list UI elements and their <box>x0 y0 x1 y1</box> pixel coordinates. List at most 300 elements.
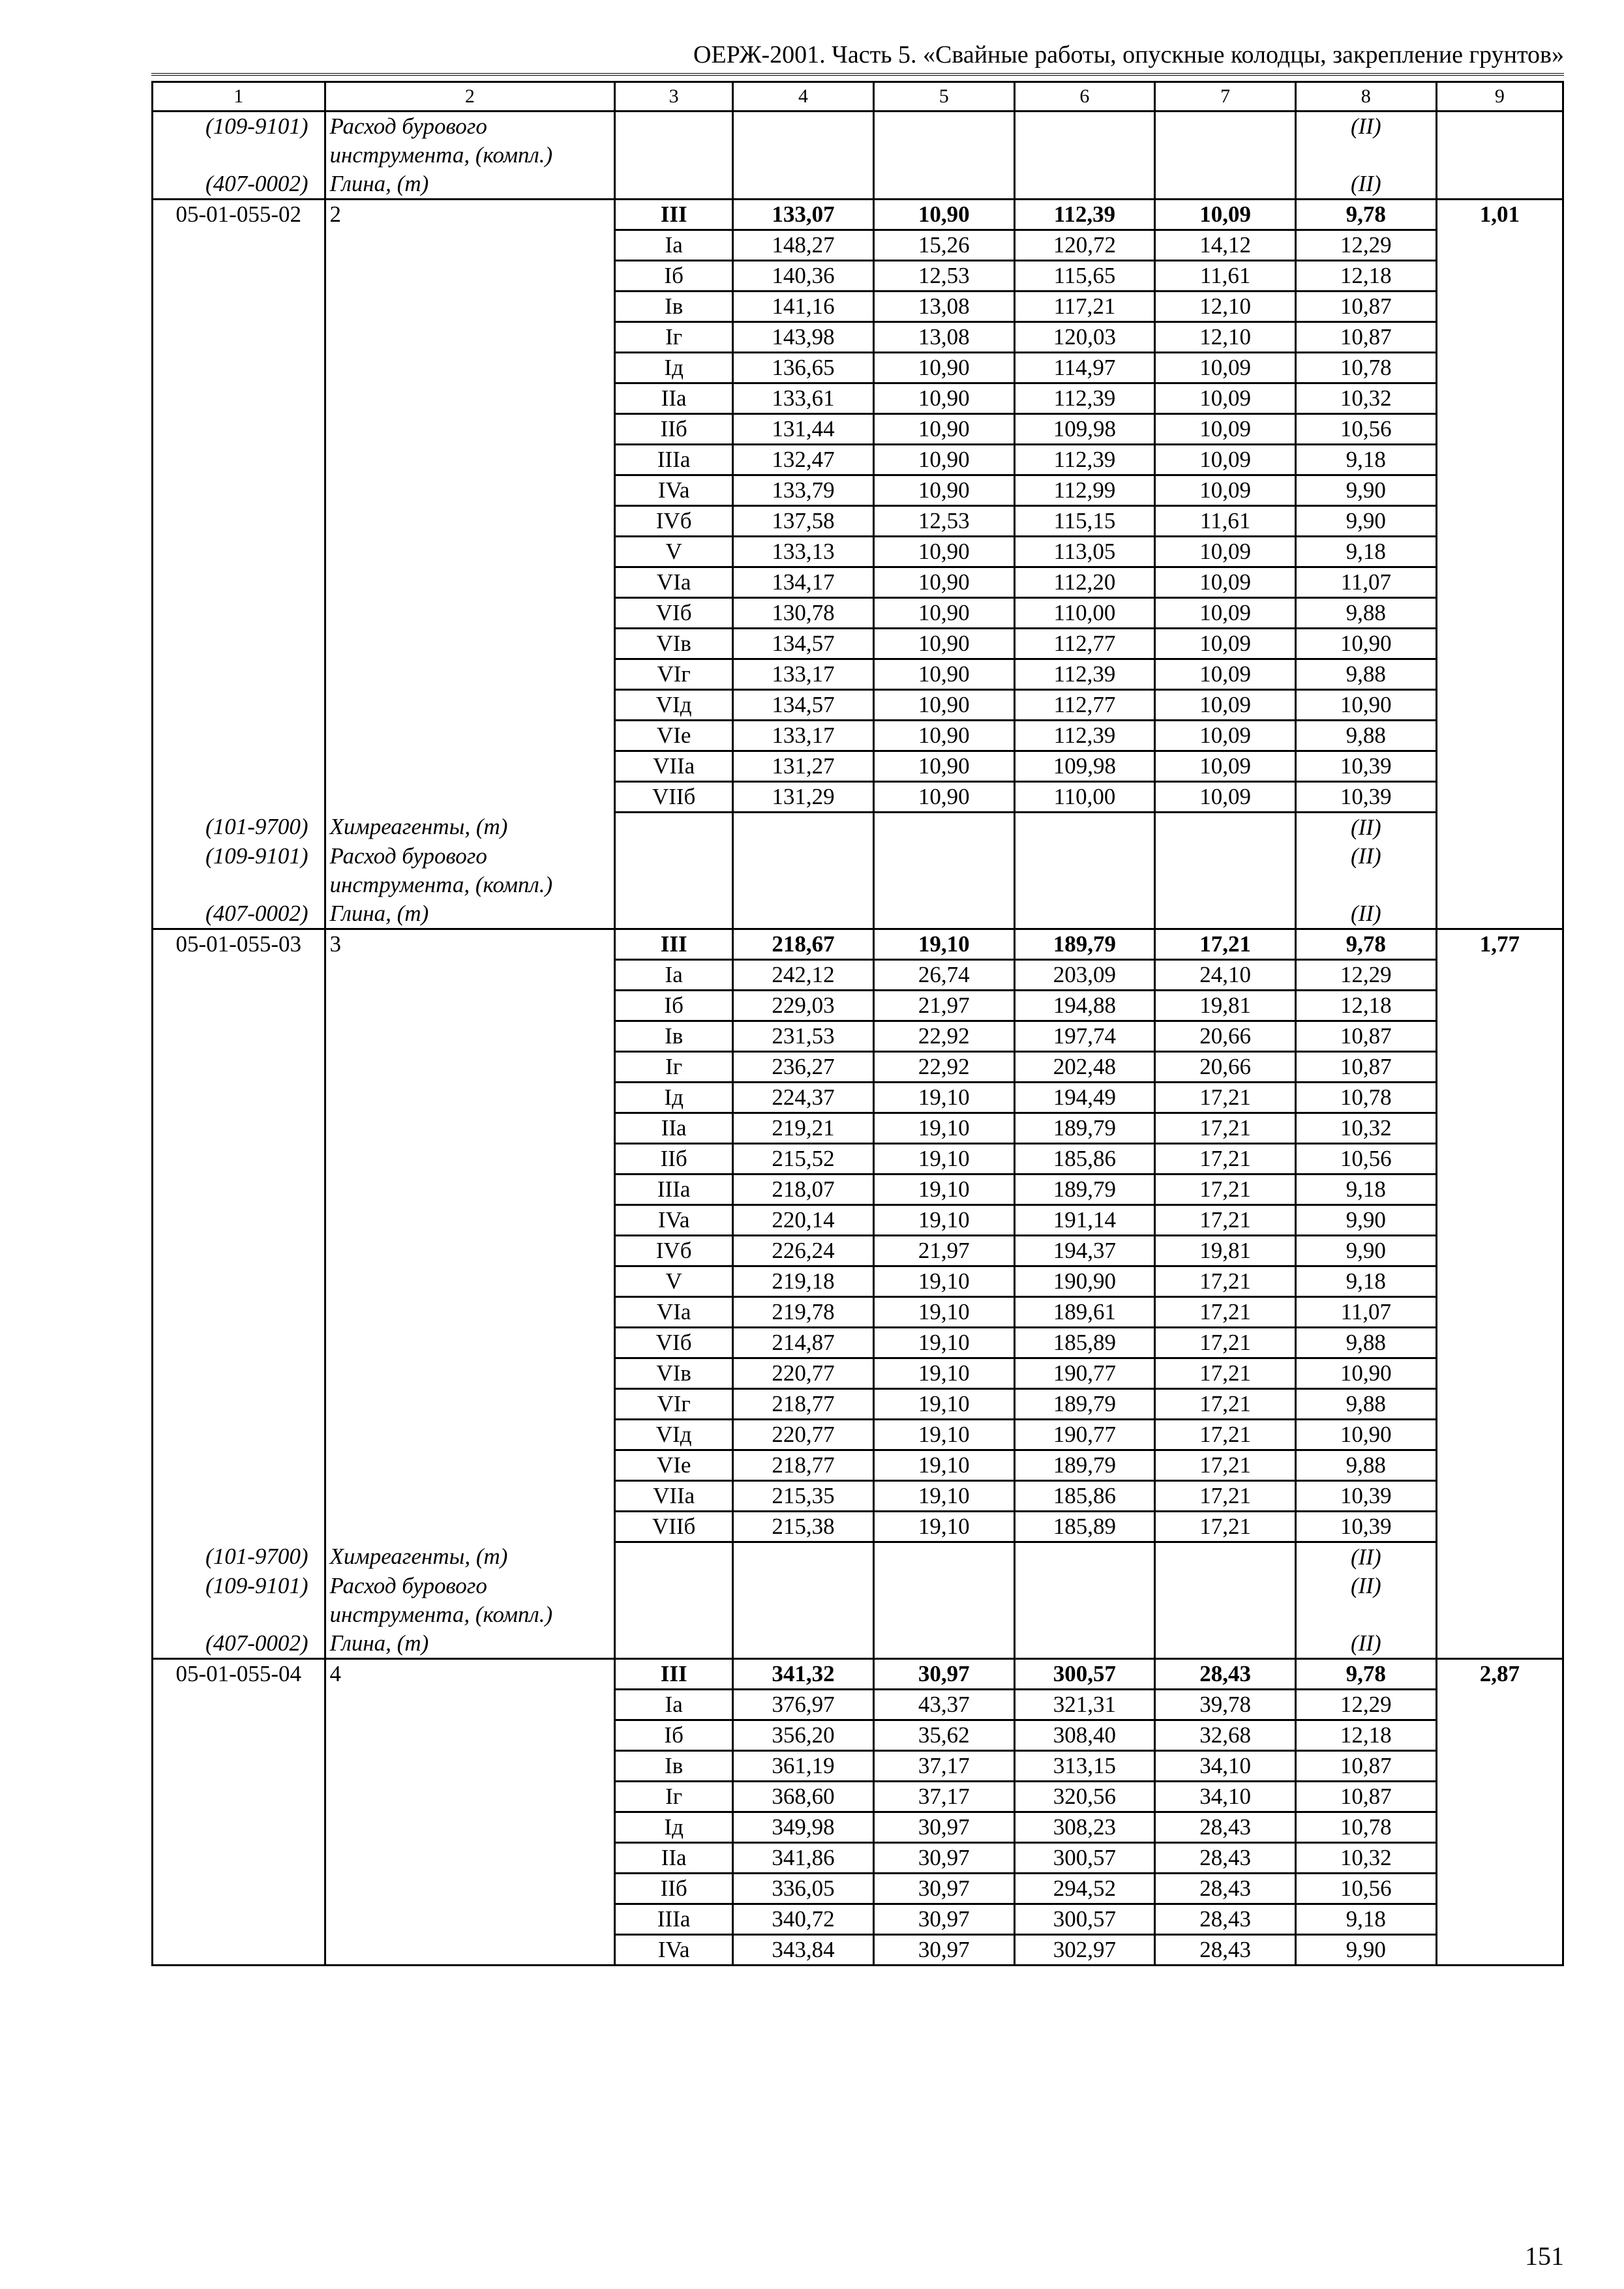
zone-cell: VIг <box>615 1389 733 1420</box>
value-cell: 220,77 <box>733 1358 874 1389</box>
value-cell: 9,78 <box>1295 200 1436 230</box>
table-row <box>153 1874 1563 1904</box>
value-cell: 14,12 <box>1155 230 1296 261</box>
value-cell: 11,07 <box>1295 567 1436 598</box>
value-cell: 9,78 <box>1295 929 1436 960</box>
zone-cell: Iб <box>615 1720 733 1751</box>
value-cell: 17,21 <box>1155 1420 1296 1450</box>
value-cell: 11,61 <box>1155 261 1296 292</box>
resource-code: (407-0002) <box>153 899 325 929</box>
value-cell: 190,77 <box>1014 1358 1155 1389</box>
value-cell: 189,79 <box>1014 1174 1155 1205</box>
table-row <box>153 690 1563 721</box>
value-cell: 112,39 <box>1014 200 1155 230</box>
table-row <box>153 1843 1563 1874</box>
table-row <box>153 1389 1563 1420</box>
value-cell: 10,90 <box>873 751 1014 782</box>
value-cell: 202,48 <box>1014 1052 1155 1083</box>
zone-cell: VIIa <box>615 751 733 782</box>
value-cell: 11,61 <box>1155 506 1296 537</box>
value-cell: 300,57 <box>1014 1843 1155 1874</box>
value-cell: 189,79 <box>1014 929 1155 960</box>
zone-cell: Iг <box>615 322 733 353</box>
zone-cell: Iг <box>615 1782 733 1812</box>
table-row <box>153 1659 1563 1690</box>
value-cell: 190,90 <box>1014 1266 1155 1297</box>
value-cell: 10,39 <box>1295 1512 1436 1542</box>
value-cell: 35,62 <box>873 1720 1014 1751</box>
value-cell: 19,10 <box>873 1328 1014 1358</box>
value-cell: 10,90 <box>873 383 1014 414</box>
value-cell: 115,65 <box>1014 261 1155 292</box>
zone-cell: VIIб <box>615 782 733 813</box>
zone-cell: IVa <box>615 1205 733 1236</box>
value-cell: 10,09 <box>1155 690 1296 721</box>
value-cell: 13,08 <box>873 292 1014 322</box>
table-row <box>153 1751 1563 1782</box>
value-cell: 34,10 <box>1155 1782 1296 1812</box>
value-cell: 242,12 <box>733 960 874 991</box>
value-cell: 12,10 <box>1155 292 1296 322</box>
value-cell: 10,87 <box>1295 1782 1436 1812</box>
column-number: 6 <box>1014 82 1155 112</box>
value-cell: 24,10 <box>1155 960 1296 991</box>
value-cell: 294,52 <box>1014 1874 1155 1904</box>
value-cell: 17,21 <box>1155 1358 1296 1389</box>
table-row <box>153 1481 1563 1512</box>
value-cell: 17,21 <box>1155 1512 1296 1542</box>
value-cell: 19,10 <box>873 1389 1014 1420</box>
value-cell: 214,87 <box>733 1328 874 1358</box>
value-cell: 114,97 <box>1014 353 1155 383</box>
resource-mark: (II) <box>1295 170 1436 200</box>
resource-note-row <box>153 842 1563 899</box>
value-cell: 120,72 <box>1014 230 1155 261</box>
value-cell: 9,90 <box>1295 1935 1436 1966</box>
value-cell: 134,17 <box>733 567 874 598</box>
value-cell: 112,39 <box>1014 445 1155 475</box>
resource-note-row <box>153 1572 1563 1629</box>
zone-cell: III <box>615 929 733 960</box>
value-cell: 136,65 <box>733 353 874 383</box>
value-cell: 10,09 <box>1155 475 1296 506</box>
value-cell: 10,32 <box>1295 1113 1436 1144</box>
resource-code: (109-9101) <box>153 1572 325 1629</box>
value-cell: 17,21 <box>1155 1297 1296 1328</box>
value-cell: 12,29 <box>1295 1690 1436 1720</box>
value-cell: 19,10 <box>873 1358 1014 1389</box>
value-cell: 10,87 <box>1295 1052 1436 1083</box>
value-cell: 34,10 <box>1155 1751 1296 1782</box>
resource-code: (101-9700) <box>153 813 325 843</box>
zone-cell: Iв <box>615 1021 733 1052</box>
value-cell: 218,77 <box>733 1389 874 1420</box>
value-cell: 10,90 <box>873 353 1014 383</box>
value-cell: 356,20 <box>733 1720 874 1751</box>
value-cell: 112,39 <box>1014 383 1155 414</box>
value-cell: 30,97 <box>873 1874 1014 1904</box>
value-cell: 9,88 <box>1295 1450 1436 1481</box>
table-row <box>153 721 1563 751</box>
value-cell: 117,21 <box>1014 292 1155 322</box>
value-cell: 15,26 <box>873 230 1014 261</box>
resource-note-row <box>153 170 1563 200</box>
zone-cell: VIб <box>615 1328 733 1358</box>
value-cell: 12,18 <box>1295 261 1436 292</box>
table-row <box>153 1083 1563 1113</box>
table-row <box>153 475 1563 506</box>
value-cell: 112,39 <box>1014 721 1155 751</box>
value-cell: 133,61 <box>733 383 874 414</box>
value-cell: 9,88 <box>1295 659 1436 690</box>
value-cell: 17,21 <box>1155 1389 1296 1420</box>
table-row <box>153 1297 1563 1328</box>
value-cell: 218,77 <box>733 1450 874 1481</box>
zone-cell: Iб <box>615 991 733 1021</box>
value-cell: 17,21 <box>1155 1328 1296 1358</box>
zone-cell: VIб <box>615 598 733 629</box>
value-cell: 349,98 <box>733 1812 874 1843</box>
value-cell: 215,35 <box>733 1481 874 1512</box>
table-row <box>153 659 1563 690</box>
value-cell: 10,56 <box>1295 1874 1436 1904</box>
value-cell: 133,07 <box>733 200 874 230</box>
resource-name: Глина, (т) <box>325 899 615 929</box>
table-row <box>153 261 1563 292</box>
column-number: 7 <box>1155 82 1296 112</box>
table-row <box>153 414 1563 445</box>
value-cell: 37,17 <box>873 1751 1014 1782</box>
value-cell: 133,13 <box>733 537 874 567</box>
value-cell: 10,39 <box>1295 1481 1436 1512</box>
value-cell: 10,87 <box>1295 292 1436 322</box>
table-row <box>153 1904 1563 1935</box>
value-cell: 110,00 <box>1014 782 1155 813</box>
resource-name: Глина, (т) <box>325 170 615 200</box>
zone-cell: VIIб <box>615 1512 733 1542</box>
value-cell: 19,10 <box>873 1512 1014 1542</box>
value-cell: 340,72 <box>733 1904 874 1935</box>
value-cell: 10,39 <box>1295 782 1436 813</box>
zone-cell: V <box>615 537 733 567</box>
zone-cell: VIд <box>615 1420 733 1450</box>
zone-cell: Ia <box>615 230 733 261</box>
resource-name: Химреагенты, (т) <box>325 813 615 843</box>
value-cell: 148,27 <box>733 230 874 261</box>
value-cell: 19,81 <box>1155 1236 1296 1266</box>
value-cell: 9,90 <box>1295 506 1436 537</box>
zone-cell: Ia <box>615 960 733 991</box>
value-cell: 17,21 <box>1155 929 1296 960</box>
value-cell: 130,78 <box>733 598 874 629</box>
value-cell: 17,21 <box>1155 1450 1296 1481</box>
value-cell: 308,23 <box>1014 1812 1155 1843</box>
value-cell: 10,87 <box>1295 1751 1436 1782</box>
resource-mark: (II) <box>1295 899 1436 929</box>
value-cell: 30,97 <box>873 1935 1014 1966</box>
value-cell: 21,97 <box>873 991 1014 1021</box>
value-cell: 113,05 <box>1014 537 1155 567</box>
value-cell: 10,09 <box>1155 537 1296 567</box>
rate-name: 2 <box>325 200 615 230</box>
value-cell: 19,10 <box>873 1450 1014 1481</box>
value-cell: 191,14 <box>1014 1205 1155 1236</box>
table-row <box>153 230 1563 261</box>
value-cell: 26,74 <box>873 960 1014 991</box>
labor-cost-cell: 2,87 <box>1436 1659 1563 1690</box>
table-row <box>153 1782 1563 1812</box>
value-cell: 10,90 <box>873 475 1014 506</box>
table-row <box>153 200 1563 230</box>
value-cell: 141,16 <box>733 292 874 322</box>
value-cell: 143,98 <box>733 322 874 353</box>
table-row <box>153 960 1563 991</box>
value-cell: 12,29 <box>1295 230 1436 261</box>
value-cell: 321,31 <box>1014 1690 1155 1720</box>
zone-cell: IIa <box>615 1843 733 1874</box>
value-cell: 20,66 <box>1155 1052 1296 1083</box>
resource-code: (407-0002) <box>153 1629 325 1659</box>
table-row <box>153 598 1563 629</box>
value-cell: 32,68 <box>1155 1720 1296 1751</box>
value-cell: 10,09 <box>1155 353 1296 383</box>
value-cell: 203,09 <box>1014 960 1155 991</box>
table-row <box>153 1266 1563 1297</box>
value-cell: 110,00 <box>1014 598 1155 629</box>
zone-cell: IIIa <box>615 1174 733 1205</box>
value-cell: 19,10 <box>873 1481 1014 1512</box>
value-cell: 194,49 <box>1014 1083 1155 1113</box>
value-cell: 229,03 <box>733 991 874 1021</box>
value-cell: 131,27 <box>733 751 874 782</box>
zone-cell: VIe <box>615 1450 733 1481</box>
rates-table <box>151 81 1564 1966</box>
value-cell: 220,14 <box>733 1205 874 1236</box>
value-cell: 10,90 <box>873 537 1014 567</box>
value-cell: 9,88 <box>1295 1328 1436 1358</box>
value-cell: 194,37 <box>1014 1236 1155 1266</box>
resource-name: Глина, (т) <box>325 1629 615 1659</box>
value-cell: 12,29 <box>1295 960 1436 991</box>
value-cell: 133,17 <box>733 721 874 751</box>
value-cell: 28,43 <box>1155 1843 1296 1874</box>
value-cell: 19,10 <box>873 1266 1014 1297</box>
table-row <box>153 445 1563 475</box>
value-cell: 368,60 <box>733 1782 874 1812</box>
value-cell: 376,97 <box>733 1690 874 1720</box>
value-cell: 300,57 <box>1014 1659 1155 1690</box>
value-cell: 19,10 <box>873 1420 1014 1450</box>
zone-cell: Iд <box>615 1083 733 1113</box>
value-cell: 341,32 <box>733 1659 874 1690</box>
table-row <box>153 1205 1563 1236</box>
value-cell: 134,57 <box>733 690 874 721</box>
value-cell: 361,19 <box>733 1751 874 1782</box>
value-cell: 10,90 <box>873 200 1014 230</box>
value-cell: 9,18 <box>1295 1266 1436 1297</box>
value-cell: 10,32 <box>1295 1843 1436 1874</box>
value-cell: 10,09 <box>1155 598 1296 629</box>
value-cell: 28,43 <box>1155 1659 1296 1690</box>
value-cell: 10,90 <box>1295 1358 1436 1389</box>
table-row <box>153 353 1563 383</box>
zone-cell: IVa <box>615 1935 733 1966</box>
value-cell: 19,10 <box>873 929 1014 960</box>
resource-mark: (II) <box>1295 813 1436 843</box>
zone-cell: VIa <box>615 1297 733 1328</box>
value-cell: 218,07 <box>733 1174 874 1205</box>
resource-code: (109-9101) <box>153 112 325 170</box>
value-cell: 10,56 <box>1295 414 1436 445</box>
value-cell: 120,03 <box>1014 322 1155 353</box>
value-cell: 226,24 <box>733 1236 874 1266</box>
value-cell: 9,78 <box>1295 1659 1436 1690</box>
labor-cost-cell: 1,01 <box>1436 200 1563 230</box>
value-cell: 9,90 <box>1295 1236 1436 1266</box>
value-cell: 112,77 <box>1014 629 1155 659</box>
table-row <box>153 782 1563 813</box>
zone-cell: IVб <box>615 1236 733 1266</box>
value-cell: 9,88 <box>1295 1389 1436 1420</box>
value-cell: 185,86 <box>1014 1481 1155 1512</box>
value-cell: 115,15 <box>1014 506 1155 537</box>
table-row <box>153 1358 1563 1389</box>
zone-cell: VIв <box>615 629 733 659</box>
value-cell: 112,39 <box>1014 659 1155 690</box>
value-cell: 12,10 <box>1155 322 1296 353</box>
value-cell: 28,43 <box>1155 1935 1296 1966</box>
value-cell: 10,90 <box>1295 1420 1436 1450</box>
zone-cell: Iв <box>615 292 733 322</box>
zone-cell: V <box>615 1266 733 1297</box>
value-cell: 28,43 <box>1155 1812 1296 1843</box>
resource-code: (407-0002) <box>153 170 325 200</box>
table-row <box>153 567 1563 598</box>
zone-cell: VIд <box>615 690 733 721</box>
value-cell: 13,08 <box>873 322 1014 353</box>
value-cell: 131,29 <box>733 782 874 813</box>
value-cell: 10,90 <box>873 659 1014 690</box>
value-cell: 9,18 <box>1295 445 1436 475</box>
value-cell: 19,10 <box>873 1144 1014 1174</box>
value-cell: 132,47 <box>733 445 874 475</box>
table-row <box>153 1935 1563 1966</box>
zone-cell: VIв <box>615 1358 733 1389</box>
value-cell: 10,09 <box>1155 782 1296 813</box>
table-row <box>153 1174 1563 1205</box>
value-cell: 10,90 <box>873 598 1014 629</box>
value-cell: 10,90 <box>1295 629 1436 659</box>
column-number: 3 <box>615 82 733 112</box>
value-cell: 219,18 <box>733 1266 874 1297</box>
value-cell: 190,77 <box>1014 1420 1155 1450</box>
zone-cell: IIa <box>615 383 733 414</box>
value-cell: 224,37 <box>733 1083 874 1113</box>
value-cell: 133,79 <box>733 475 874 506</box>
value-cell: 133,17 <box>733 659 874 690</box>
value-cell: 10,09 <box>1155 629 1296 659</box>
value-cell: 189,79 <box>1014 1450 1155 1481</box>
value-cell: 112,77 <box>1014 690 1155 721</box>
value-cell: 10,87 <box>1295 322 1436 353</box>
value-cell: 189,79 <box>1014 1389 1155 1420</box>
page-header <box>151 37 1564 76</box>
value-cell: 343,84 <box>733 1935 874 1966</box>
value-cell: 10,09 <box>1155 659 1296 690</box>
zone-cell: Iв <box>615 1751 733 1782</box>
value-cell: 19,10 <box>873 1113 1014 1144</box>
zone-cell: III <box>615 1659 733 1690</box>
value-cell: 43,37 <box>873 1690 1014 1720</box>
value-cell: 30,97 <box>873 1904 1014 1935</box>
value-cell: 19,10 <box>873 1205 1014 1236</box>
zone-cell: IIIa <box>615 445 733 475</box>
value-cell: 189,79 <box>1014 1113 1155 1144</box>
zone-cell: IIб <box>615 1874 733 1904</box>
column-number: 2 <box>325 82 615 112</box>
zone-cell: IIa <box>615 1113 733 1144</box>
value-cell: 313,15 <box>1014 1751 1155 1782</box>
value-cell: 9,88 <box>1295 598 1436 629</box>
value-cell: 19,10 <box>873 1297 1014 1328</box>
value-cell: 219,21 <box>733 1113 874 1144</box>
value-cell: 218,67 <box>733 929 874 960</box>
resource-note-row <box>153 1542 1563 1572</box>
value-cell: 12,18 <box>1295 1720 1436 1751</box>
value-cell: 9,90 <box>1295 475 1436 506</box>
zone-cell: IIб <box>615 414 733 445</box>
value-cell: 140,36 <box>733 261 874 292</box>
column-number: 4 <box>733 82 874 112</box>
value-cell: 10,90 <box>873 445 1014 475</box>
table-row <box>153 1512 1563 1542</box>
table-row <box>153 1450 1563 1481</box>
zone-cell: III <box>615 200 733 230</box>
value-cell: 28,43 <box>1155 1874 1296 1904</box>
value-cell: 112,20 <box>1014 567 1155 598</box>
value-cell: 22,92 <box>873 1052 1014 1083</box>
value-cell: 189,61 <box>1014 1297 1155 1328</box>
value-cell: 17,21 <box>1155 1113 1296 1144</box>
value-cell: 236,27 <box>733 1052 874 1083</box>
zone-cell: VIIa <box>615 1481 733 1512</box>
value-cell: 185,89 <box>1014 1512 1155 1542</box>
value-cell: 10,09 <box>1155 721 1296 751</box>
rate-code: 05-01-055-03 <box>153 929 325 960</box>
value-cell: 19,10 <box>873 1174 1014 1205</box>
table-row <box>153 1113 1563 1144</box>
resource-name: Химреагенты, (т) <box>325 1542 615 1572</box>
table-row <box>153 1812 1563 1843</box>
value-cell: 30,97 <box>873 1812 1014 1843</box>
zone-cell: Ia <box>615 1690 733 1720</box>
value-cell: 17,21 <box>1155 1266 1296 1297</box>
value-cell: 10,32 <box>1295 383 1436 414</box>
value-cell: 10,09 <box>1155 567 1296 598</box>
value-cell: 17,21 <box>1155 1083 1296 1113</box>
resource-mark: (II) <box>1295 1542 1436 1572</box>
table-row <box>153 1720 1563 1751</box>
value-cell: 231,53 <box>733 1021 874 1052</box>
table-row <box>153 322 1563 353</box>
value-cell: 12,53 <box>873 506 1014 537</box>
value-cell: 341,86 <box>733 1843 874 1874</box>
column-number: 9 <box>1436 82 1563 112</box>
rate-name: 3 <box>325 929 615 960</box>
zone-cell: IVa <box>615 475 733 506</box>
resource-name: Расход бурового инструмента, (компл.) <box>325 112 615 170</box>
value-cell: 21,97 <box>873 1236 1014 1266</box>
